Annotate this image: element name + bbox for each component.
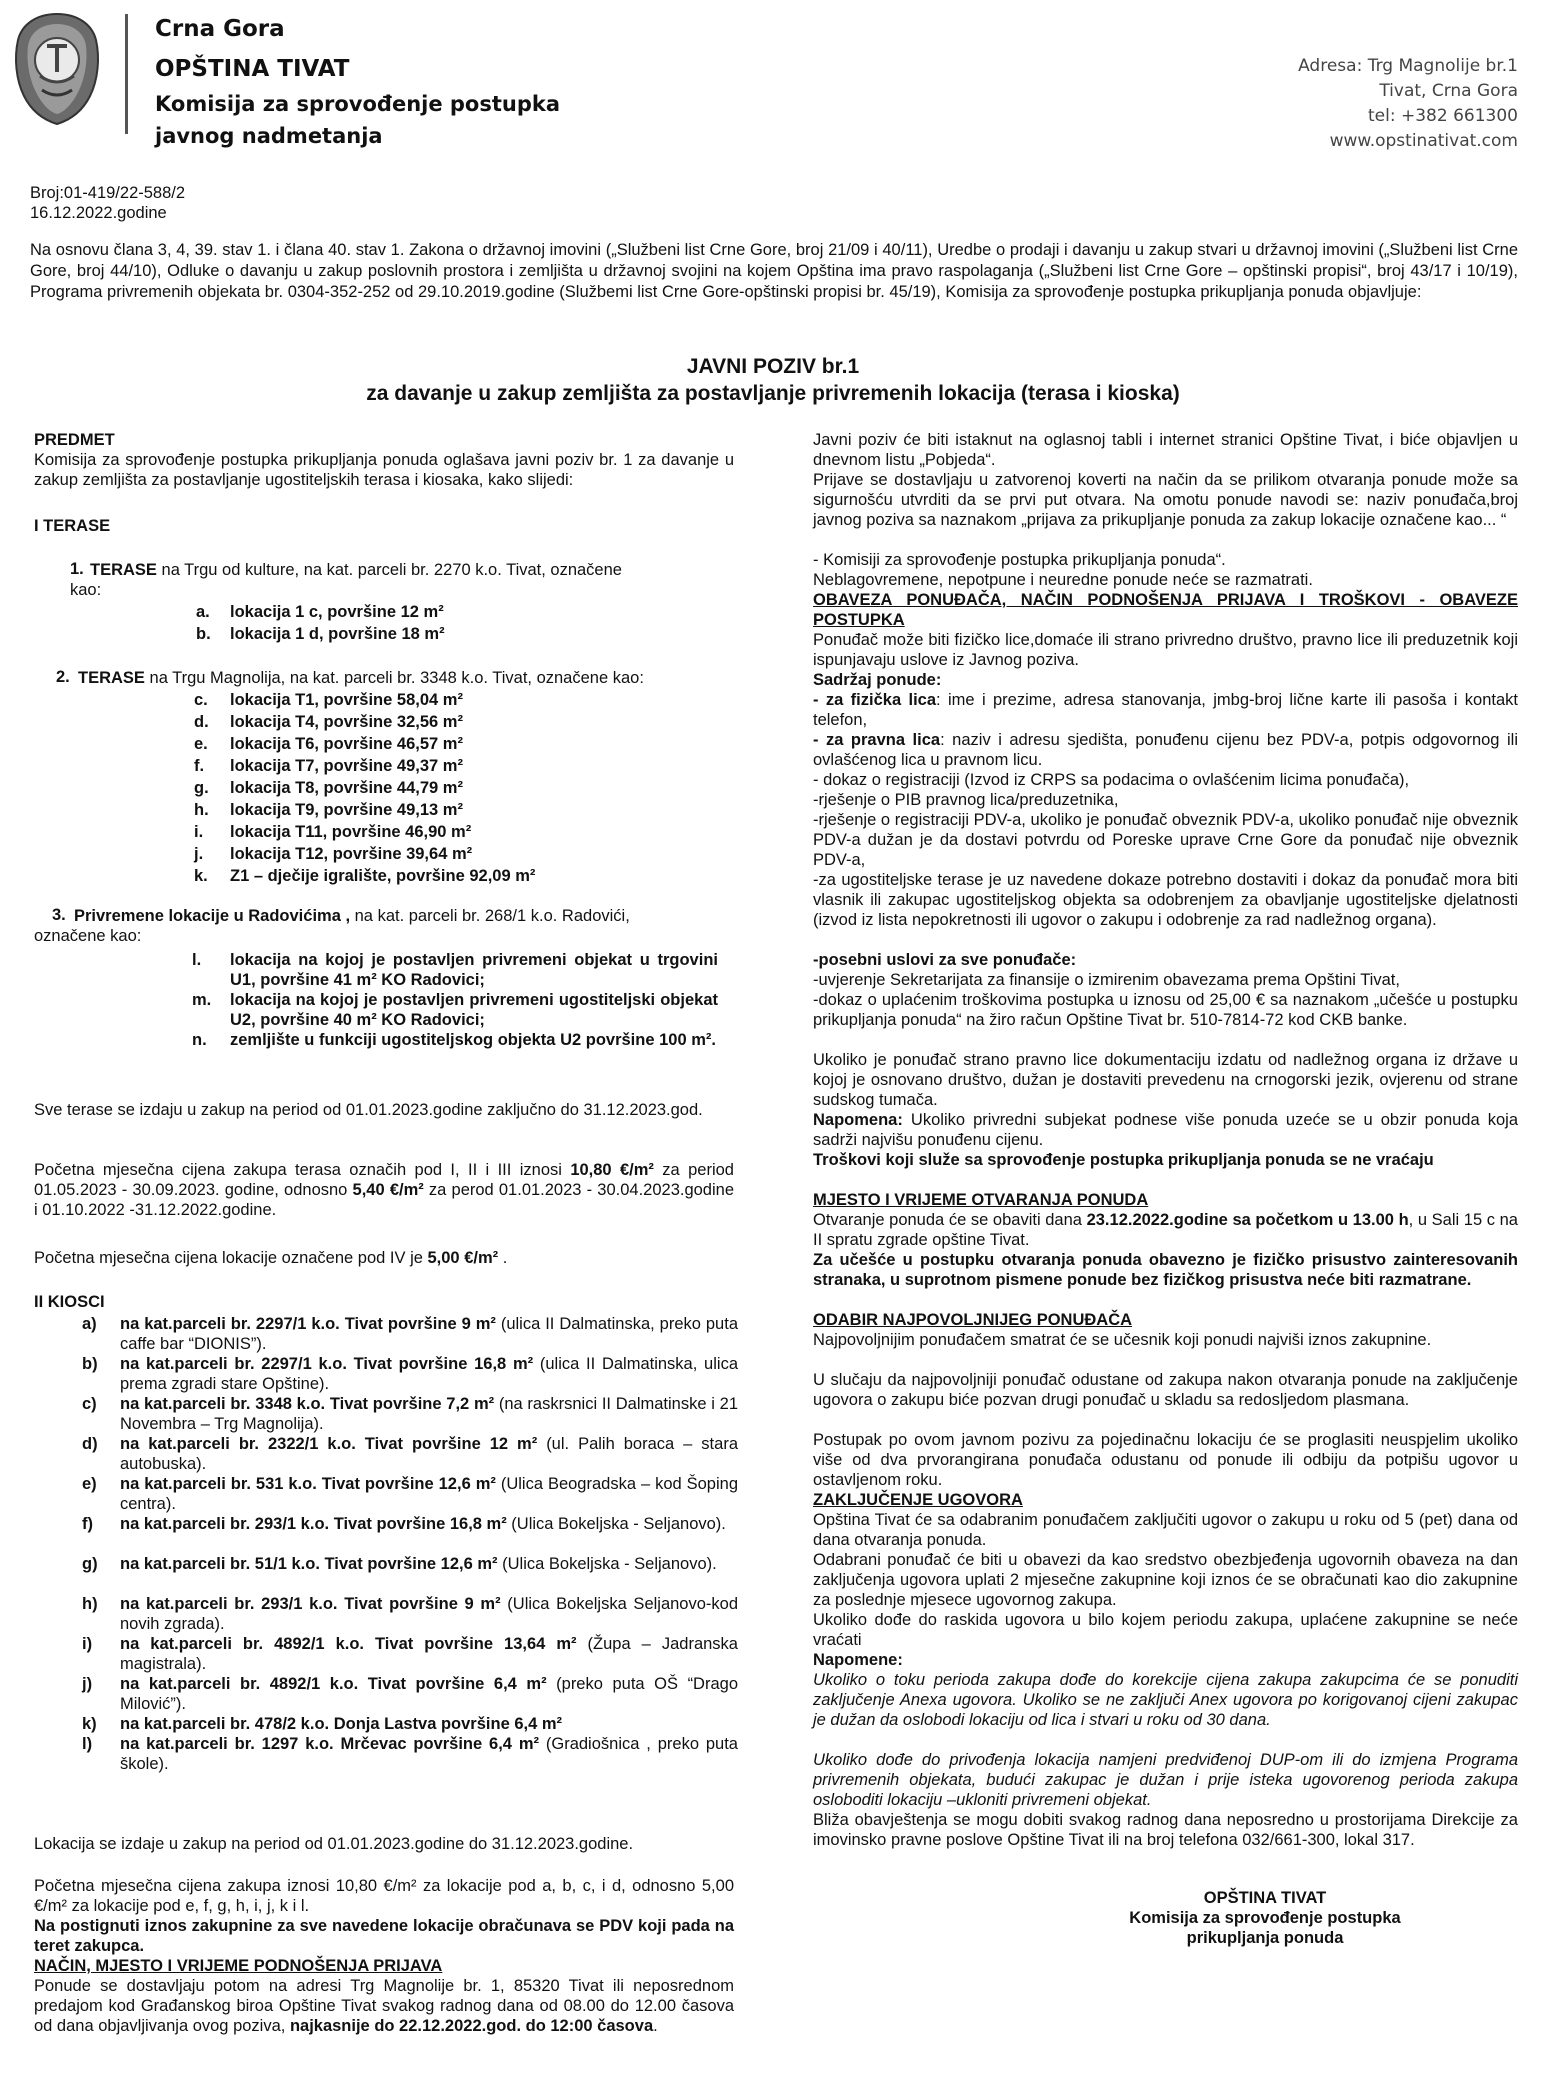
- terase-3-item: zemljište u funkciji ugostiteljskog objekta U2 površine 100 m².: [230, 1031, 716, 1049]
- city: Tivat, Crna Gora: [1379, 81, 1518, 101]
- terase-period: Sve terase se izdaju u zakup na period od 01.01.2023.godine zaključno do 31.12.2023.god.: [34, 1101, 703, 1119]
- call-subtitle: za davanje u zakup zemljišta za postavljanje privremenih lokacija (terasa i kioska): [366, 382, 1180, 405]
- terase-2-item: lokacija T7, površine 49,37 m²: [230, 757, 463, 775]
- terase-1-item: lokacija 1 c, površine 12 m²: [230, 603, 444, 621]
- pdv-note: Na postignuti iznos zakupnine za sve navedene lokacije obračunava se PDV koji pada na teret zakupca.: [34, 1917, 734, 1955]
- doc-payment: -dokaz o uplaćenim troškovima postupka u iznosu od 25,00 € sa naznakom „učešće u postupku prikupljanja ponuda“ na žiro račun Opštine Tivat br. 510-7814-72 kod CKB banke.: [813, 991, 1518, 1029]
- terase-1-item: lokacija 1 d, površine 18 m²: [230, 625, 445, 643]
- sadrzaj-heading: Sadržaj ponude:: [813, 671, 942, 689]
- telephone: tel: +382 661300: [1368, 106, 1518, 126]
- terase-2-letter: k.: [194, 867, 208, 885]
- predmet-heading: PREDMET: [34, 431, 115, 449]
- kiosk-letter: g): [82, 1555, 98, 1573]
- document-number: Broj:01-419/22-588/2: [30, 184, 186, 202]
- termination-text: Ukoliko dođe do raskida ugovora u bilo kojem periodu zakupa, uplaćene zakupnine se neće vraćati: [813, 1611, 1518, 1649]
- doc-terrace: -za ugostiteljske terase je uz navedene dokaze potrebno dostaviti i dokaz da ponuđač mora biti vlasnik ili zakupac ugostiteljskog objekta sa odobrenjem za obavljanje ugostiteljske djelatnosti (izvod iz lista nepokretnosti ili ugovor o zakupu i odobrenje za rad nadležnog organa).: [813, 871, 1518, 929]
- municipality-crest: [12, 10, 102, 128]
- kiosk-item: na kat.parceli br. 4892/1 k.o. Tivat površine 6,4 m² (preko puta OŠ “Drago Milović”).: [120, 1675, 738, 1713]
- terase-3-desc: Privremene lokacije u Radovićima , na kat. parceli br. 268/1 k.o. Radovići,: [74, 907, 630, 925]
- terase-3-item: lokacija na kojoj je postavljen privremeni objekat u trgovini U1, površine 41 m² KO Radovici;: [230, 951, 718, 989]
- kiosk-item: na kat.parceli br. 2297/1 k.o. Tivat površine 9 m² (ulica II Dalmatinska, preko puta caffe bar “DIONIS”).: [120, 1315, 738, 1353]
- kiosk-letter: i): [82, 1635, 93, 1653]
- late-offers-note: Neblagovremene, nepotpune i neuredne ponude neće se razmatrati.: [813, 571, 1313, 589]
- kiosci-heading: II KIOSCI: [34, 1293, 105, 1311]
- document-date: 16.12.2022.godine: [30, 204, 167, 222]
- announce-text: Javni poziv će biti istaknut na oglasnoj tabli i internet stranici Opštine Tivat, i biće objavljen u dnevnom listu „Pobjeda“.: [813, 431, 1518, 469]
- kiosk-item: na kat.parceli br. 2297/1 k.o. Tivat površine 16,8 m² (ulica II Dalmatinska, ulica prema zgradi stare Opštine).: [120, 1355, 738, 1393]
- foreign-entity-note: Ukoliko je ponuđač strano pravno lice dokumentaciju izdatu od nadležnog organa iz države u kojoj je osnovano društvo, dužan je dostaviti prevedenu na crnogorski jezik, ovjerenu od strane sudskog tumača.: [813, 1051, 1518, 1109]
- kiosk-item: na kat.parceli br. 478/2 k.o. Donja Lastva površine 6,4 m²: [120, 1715, 563, 1733]
- intro-paragraph: Na osnovu člana 3, 4, 39. stav 1. i člana 40. stav 1. Zakona o državnoj imovini („Službeni list Crne Gore, broj 21/09 i 40/11), Uredbe o prodaji i davanju u zakup stvari u državnoj imovini („Službeni list Crne Gore, broj 44/10), Odluke o davanju u zakup poslovnih prostora i zemljišta u državnoj svojini na kojem Opština ima pravo raspolaganja („Službeni list Crne Gore – opštinski propisi“, broj 43/17 i 10/19), Programa privremenih objekata br. 0304-352-252 od 29.10.2019.godine (Službemi list Crne Gore-opštinski propisi br. 45/19), Komisija za sprovođenje postupka prikupljanja ponuda objavljuje:: [30, 241, 1518, 301]
- doc-finance: -uvjerenje Sekretarijata za finansije o izmirenim obavezama prema Opštini Tivat,: [813, 971, 1400, 989]
- kiosk-item: na kat.parceli br. 2322/1 k.o. Tivat površine 12 m² (ul. Palih boraca – stara autobuska).: [120, 1435, 738, 1473]
- obaveza-heading: OBAVEZA PONUĐAČA, NAČIN PODNOŠENJA PRIJAVA I TROŠKOVI - OBAVEZE POSTUPKA: [813, 591, 1518, 629]
- terase-1-letter: a.: [196, 603, 210, 621]
- kiosk-letter: k): [82, 1715, 97, 1733]
- terase-2-item: lokacija T4, površine 32,56 m²: [230, 713, 463, 731]
- signature-municipality: OPŠTINA TIVAT: [1203, 1889, 1327, 1907]
- contact-info: Bliža obavještenja se mogu dobiti svakog radnog dana neposredno u prostorijama Direkcije za imovinsko pravne poslove Opštine Tivat ili na broj telefona 032/661-300, lokal 317.: [813, 1811, 1518, 1849]
- terase-3-letter: n.: [192, 1031, 207, 1049]
- odabir-heading: ODABIR NAJPOVOLJNIJEG PONUĐAČA: [813, 1311, 1133, 1329]
- terase-2-item: lokacija T8, površine 44,79 m²: [230, 779, 463, 797]
- terase-2-letter: g.: [194, 779, 209, 797]
- mjesto-heading: MJESTO I VRIJEME OTVARANJA PONUDA: [813, 1191, 1149, 1209]
- nacin-heading: NAČIN, MJESTO I VRIJEME PODNOŠENJA PRIJAVA: [34, 1957, 443, 1975]
- kiosk-item: na kat.parceli br. 531 k.o. Tivat površine 12,6 m² (Ulica Beogradska – kod Šoping centra).: [120, 1475, 739, 1513]
- contract-deadline-text: Opština Tivat će sa odabranim ponuđačem zaključiti ugovor o zakupu u roku od 5 (pet) dana od dana otvaranja ponuda.: [813, 1511, 1518, 1549]
- terase-2-item: lokacija T1, površine 58,04 m²: [230, 691, 463, 709]
- annex-note: Ukoliko o toku perioda zakupa dođe do korekcije cijena zakupa zakupcima će se ponuditi zaključenje Anexa ugovora. Ukoliko se ne zaključi Anex ugovora po korigovanoj cijeni zakupac je dužan da oslobodi lokaciju od lica i stvari u roku od 30 dana.: [813, 1671, 1518, 1729]
- terase-2-letter: h.: [194, 801, 209, 819]
- terase-2-item: lokacija T9, površine 49,13 m²: [230, 801, 463, 819]
- kiosk-letter: b): [82, 1355, 98, 1373]
- terase-2-letter: c.: [194, 691, 208, 709]
- napomene-heading: Napomene:: [813, 1651, 903, 1669]
- kiosk-letter: h): [82, 1595, 98, 1613]
- predmet-text: Komisija za sprovođenje postupka prikupljanja ponuda oglašava javni poziv br. 1 za davanje u zakup zemljišta za postavljanje ugostiteljskih terasa i kiosaka, kako slijedi:: [34, 451, 734, 489]
- kiosci-price: Početna mjesečna cijena zakupa iznosi 10,80 €/m² za lokacije pod a, b, c, i d, odnosno 5,00 €/m² za lokacije pod e, f, g, h, i, j, k i l.: [34, 1877, 734, 1915]
- terase-2-letter: f.: [194, 757, 205, 775]
- signature-commission2: prikupljanja ponuda: [1186, 1929, 1344, 1947]
- terase-price: Početna mjesečna cijena zakupa terasa označih pod I, II i III iznosi 10,80 €/m² za period 01.05.2023 - 30.09.2023. godine, odnosno 5,40 €/m² za perod 01.01.2023 - 30.04.2023.godine i 01.10.2022 -31.12.2022.godine.: [34, 1161, 735, 1219]
- terase-3-number: 3.: [52, 906, 66, 924]
- municipality-name: OPŠTINA TIVAT: [155, 56, 350, 82]
- terase-3-item: lokacija na kojoj je postavljen privremeni ugostiteljski objekat U2, površine 40 m² KO Radovici;: [230, 991, 718, 1029]
- failed-procedure-text: Postupak po ovom javnom pozivu za pojedinačnu lokaciju će se proglasiti neuspjelim ukoliko više od dva prvorangirana ponuđača odustanu od ponude ili odbiju da potpišu ugovor u ostavljenom roku.: [813, 1431, 1518, 1489]
- terase-1-desc: TERASE na Trgu od kulture, na kat. parceli br. 2270 k.o. Tivat, označene: [90, 561, 622, 579]
- kiosk-item: na kat.parceli br. 51/1 k.o. Tivat površine 12,6 m² (Ulica Bokeljska - Seljanovo).: [120, 1555, 717, 1573]
- kiosci-period: Lokacija se izdaje u zakup na period od 01.01.2023.godine do 31.12.2023.godine.: [34, 1835, 634, 1853]
- signature-commission: Komisija za sprovođenje postupka: [1129, 1909, 1401, 1927]
- nacin-text: Ponude se dostavljaju potom na adresi Trg Magnolije br. 1, 85320 Tivat ili neposrednom predajom kod Građanskog biroa Opštine Tivat svakog radnog dana od 08.00 do 12.00 časova od dana objavljivanja ovog poziva, najkasnije do 22.12.2022.god. do 12:00 časova.: [34, 1977, 734, 2035]
- terase-2-desc: TERASE na Trgu Magnolija, na kat. parceli br. 3348 k.o. Tivat, označene kao:: [78, 669, 644, 687]
- bidder-eligibility: Ponuđač može biti fizičko lice,domaće ili strano privredno društvo, pravno lice ili preduzetnik koji ispunjavaju uslove iz Javnog poziva.: [813, 631, 1518, 669]
- kiosk-item: na kat.parceli br. 293/1 k.o. Tivat površine 16,8 m² (Ulica Bokeljska - Seljanovo).: [120, 1515, 726, 1533]
- terase-3-letter: m.: [192, 991, 212, 1009]
- terase-1-letter: b.: [196, 625, 211, 643]
- posebni-heading: -posebni uslovi za sve ponuđače:: [813, 951, 1077, 969]
- kiosk-letter: f): [82, 1515, 93, 1533]
- commission-address: - Komisiji za sprovođenje postupka prikupljanja ponuda“.: [813, 551, 1226, 569]
- kiosk-letter: d): [82, 1435, 98, 1453]
- kiosk-letter: j): [82, 1675, 93, 1693]
- terase-1-desc2: kao:: [70, 581, 102, 599]
- kiosk-item: na kat.parceli br. 293/1 k.o. Tivat površine 9 m² (Ulica Bokeljska Seljanovo-kod novih zgrada).: [120, 1595, 739, 1633]
- commission-line2: javnog nadmetanja: [155, 124, 383, 148]
- pravna-lica: - za pravna lica: naziv i adresu sjedišta, ponuđenu cijenu bez PDV-a, potpis odgovornog ili ovlašćenog lica u pravnom licu.: [813, 731, 1518, 769]
- security-deposit-text: Odabrani ponuđač će biti u obavezi da kao sredstvo obezbjeđenja ugovornih obaveza na dan zaključenja ugovora uplati 2 mjesečne zakupnine koji iznos će se obračunati kao dio zakupnine za poslednje mjesece ugovornog zakupa.: [813, 1551, 1518, 1609]
- header-divider: [125, 14, 128, 134]
- doc-pib: -rješenje o PIB pravnog lica/preduzetnika,: [813, 791, 1119, 809]
- website-link[interactable]: www.opstinativat.com: [1329, 131, 1518, 151]
- commission-line1: Komisija za sprovođenje postupka: [155, 92, 561, 116]
- address: Adresa: Trg Magnolije br.1: [1298, 56, 1518, 76]
- terase-2-item: lokacija T11, površine 46,90 m²: [230, 823, 472, 841]
- kiosk-letter: l): [82, 1735, 93, 1753]
- costs-note: Troškovi koji služe sa sprovođenje postupka prikupljanja ponuda se ne vraćaju: [813, 1151, 1434, 1169]
- presence-note: Za učešće u postupku otvaranja ponuda obavezno je fizičko prisustvo zainteresovanih stranaka, u suprotnom pismene ponude bez fizičkog prisustva neće biti razmatrane.: [813, 1251, 1518, 1289]
- terase-1-number: 1.: [70, 560, 84, 578]
- terase-2-letter: i.: [194, 823, 204, 841]
- doc-pdv: -rješenje o registraciji PDV-a, ukoliko je ponuđač obveznik PDV-a, ukoliko ponuđač nije obveznik PDV-a dužan je da dostavi potvrdu od Poreske uprave Crne Gore da ponuđač nije obveznik PDV-a,: [813, 811, 1518, 869]
- terase-2-item: Z1 – dječije igralište, površine 92,09 m²: [230, 867, 536, 885]
- best-bidder-text: Najpovoljnijim ponuđačem smatrat će se učesnik koji ponudi najviši iznos zakupnine.: [813, 1331, 1432, 1349]
- terase-2-item: lokacija T6, površine 46,57 m²: [230, 735, 463, 753]
- terase-2-item: lokacija T12, površine 39,64 m²: [230, 845, 473, 863]
- country-name: Crna Gora: [155, 16, 285, 42]
- terase-2-number: 2.: [56, 668, 70, 686]
- envelope-text: Prijave se dostavljaju u zatvorenoj koverti na način da se prilikom otvaranja ponude može sa sigurnošću utvrditi da se prvi put otvara. Na omotu ponude navodi se: naziv ponuđača,broj javnog poziva sa naznakom „prijava za prikupljanje ponuda za zakup lokacije označene kao... “: [813, 471, 1518, 529]
- terase-3-desc2: označene kao:: [34, 927, 142, 945]
- fizicka-lica: - za fizička lica: ime i prezime, adresa stanovanja, jmbg-broj lične karte ili pasoša i kontakt telefon,: [813, 691, 1518, 729]
- terase-2-letter: d.: [194, 713, 209, 731]
- withdraw-text: U slučaju da najpovoljniji ponuđač odustane od zakupa nakon otvaranja ponude na zaključenje ugovora o zakupu biće pozvan drugi ponuđač u skladu sa redosljedom plasmana.: [813, 1371, 1518, 1409]
- kiosk-item: na kat.parceli br. 4892/1 k.o. Tivat površine 13,64 m² (Župa – Jadranska magistrala).: [120, 1635, 738, 1673]
- terase-heading: I TERASE: [34, 517, 111, 535]
- terase-2-letter: e.: [194, 735, 208, 753]
- terase-2-letter: j.: [194, 845, 204, 863]
- kiosk-letter: a): [82, 1315, 97, 1333]
- kiosk-letter: e): [82, 1475, 97, 1493]
- kiosk-item: na kat.parceli br. 3348 k.o. Tivat površine 7,2 m² (na raskrsnici II Dalmatinske i 21 Novembra – Trg Magnolija).: [120, 1395, 738, 1433]
- multiple-offers-note: Napomena: Ukoliko privredni subjekat podnese više ponuda uzeće se u obzir ponuda koja sadrži najvišu ponuđenu cijenu.: [813, 1111, 1518, 1149]
- doc-crps: - dokaz o registraciji (Izvod iz CRPS sa podacima o ovlašćenim licima ponuđača),: [813, 771, 1410, 789]
- opening-text: Otvaranje ponuda će se obaviti dana 23.12.2022.godine sa početkom u 13.00 h, u Sali 15 c na II spratu zgrade opštine Tivat.: [813, 1211, 1518, 1249]
- terase-3-letter: l.: [192, 951, 202, 969]
- kiosk-item: na kat.parceli br. 1297 k.o. Mrčevac površine 6,4 m² (Gradiošnica , preko puta škole).: [120, 1735, 738, 1773]
- kiosk-letter: c): [82, 1395, 97, 1413]
- lokacija-iv-price: Početna mjesečna cijena lokacije označene pod IV je 5,00 €/m² .: [34, 1249, 508, 1267]
- zakljucenje-heading: ZAKLJUČENJE UGOVORA: [813, 1491, 1023, 1509]
- call-title: JAVNI POZIV br.1: [686, 355, 860, 378]
- dup-note: Ukoliko dođe do privođenja lokacija namjeni predviđenoj DUP-om ili do izmjena Programa privremenih objekata, budući zakupac je dužan i prije isteka ugovorenog perioda zakupa osloboditi lokaciju –ukloniti privremeni objekat.: [813, 1751, 1518, 1809]
